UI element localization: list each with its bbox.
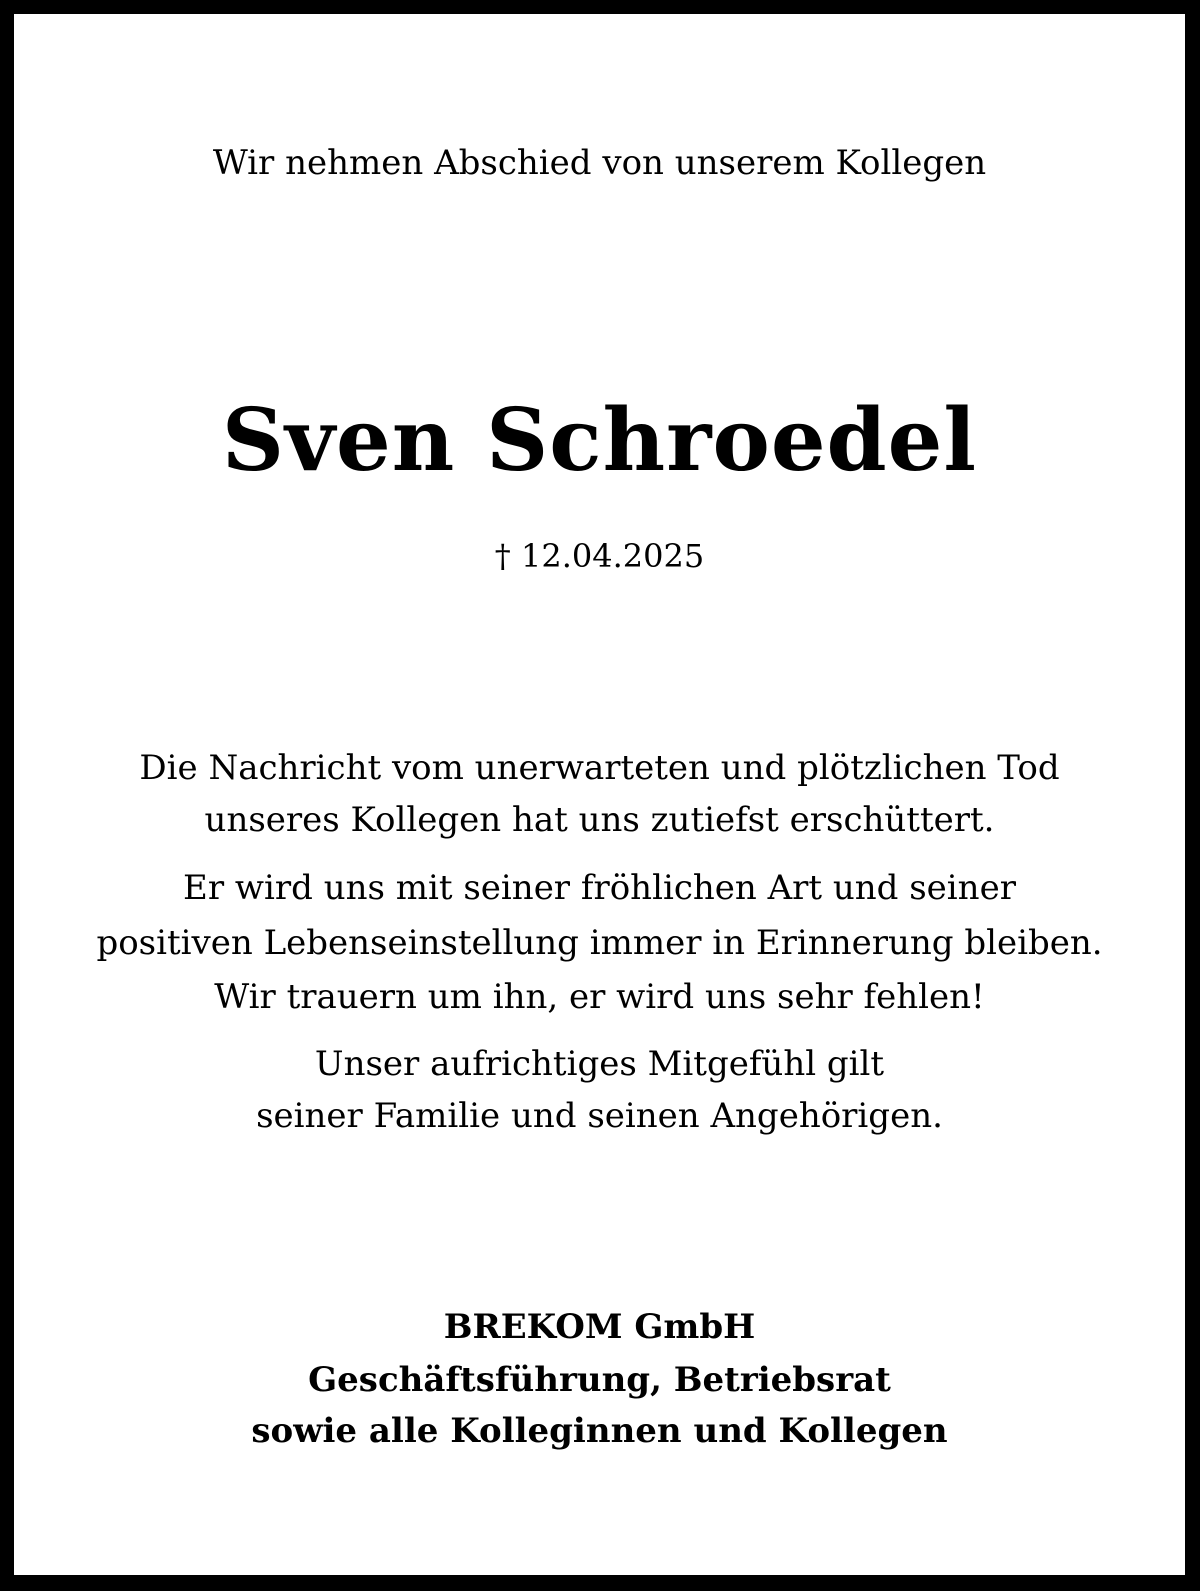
signature-management: Geschäftsführung, Betriebsrat [308,1360,891,1400]
paragraph-1-line-1: Die Nachricht vom unerwarteten und plötzlichen Tod [139,748,1060,788]
paragraph-2-line-2: positiven Lebenseinstellung immer in Erinnerung bleiben. [96,923,1103,963]
death-date: † 12.04.2025 [494,537,705,575]
deceased-name: Sven Schroedel [221,390,978,491]
paragraph-3-line-1: Unser aufrichtiges Mitgefühl gilt [314,1044,885,1084]
signature-company: BREKOM GmbH [443,1307,756,1347]
paragraph-2-line-1: Er wird uns mit seiner fröhlichen Art und seiner [183,868,1016,908]
paragraph-3-line-2: seiner Familie und seinen Angehörigen. [256,1096,943,1136]
paragraph-1-line-2: unseres Kollegen hat uns zutiefst erschüttert. [204,800,995,840]
signature-colleagues: sowie alle Kolleginnen und Kollegen [251,1411,948,1451]
paragraph-2-line-3: Wir trauern um ihn, er wird uns sehr fehlen! [214,977,985,1017]
intro-text: Wir nehmen Abschied von unserem Kollegen [212,143,987,183]
